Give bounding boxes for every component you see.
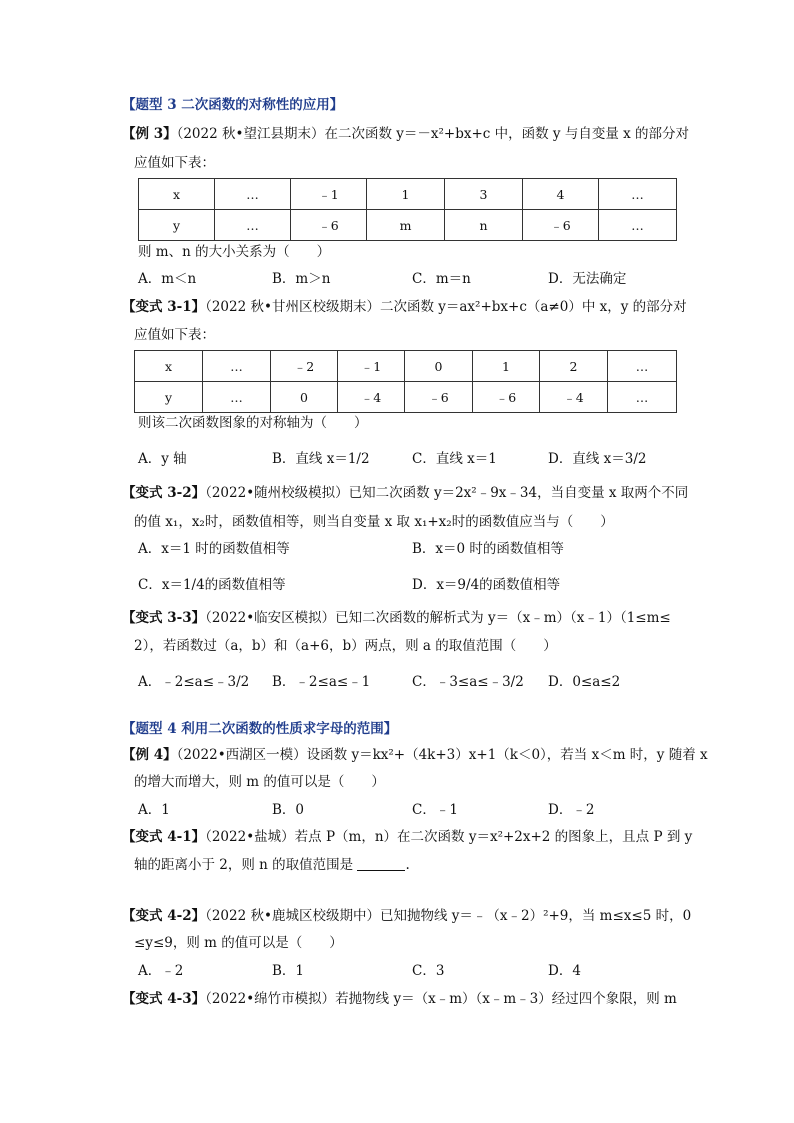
example-4-tag: 【例 4】 (122, 747, 177, 763)
variant-3-2-text1: （2022•随州校级模拟）已知二次函数 y＝2x²﹣9x﹣34，当自变量 x 取两个不同 (205, 485, 689, 501)
option-b: B．﹣2≤a≤﹣1 (272, 674, 371, 690)
option-a: A．﹣2 (138, 963, 184, 979)
table-cell: … (608, 382, 677, 413)
table-cell: m (367, 210, 445, 241)
example-3-line1 (122, 125, 689, 143)
table-cell: y (135, 382, 203, 413)
option-d: D．无法确定 (548, 271, 627, 287)
table-cell: ﹣2 (271, 351, 338, 382)
table-cell: … (203, 351, 271, 382)
table-cell: … (215, 179, 291, 210)
table-cell: x (135, 351, 203, 382)
table-cell: ﹣4 (540, 382, 608, 413)
variant-3-1-value-table (134, 350, 677, 413)
variant-4-1-text2: 轴的距离小于 2，则 n 的取值范围是 (134, 857, 354, 873)
example-3-tag: 【例 3】 (122, 126, 177, 142)
variant-3-3-tag: 【变式 3-3】 (122, 610, 206, 626)
table-cell: … (203, 382, 271, 413)
table-row (139, 179, 677, 210)
variant-4-3-text1: （2022•绵竹市模拟）若抛物线 y＝（x﹣m）（x﹣m﹣3）经过四个象限，则 m (205, 991, 677, 1007)
option-a: A．﹣2≤a≤﹣3/2 (138, 674, 250, 690)
option-b: B．直线 x＝1/2 (272, 451, 370, 467)
variant-3-1-line1 (122, 298, 687, 316)
table-cell: ﹣4 (338, 382, 405, 413)
option-d: D．x＝9/4的函数值相等 (412, 577, 561, 593)
option-d: D．4 (548, 963, 581, 979)
variant-4-1-line2: 轴的距离小于 2，则 n 的取值范围是 . (134, 857, 410, 873)
option-d: D．直线 x＝3/2 (548, 451, 647, 467)
variant-4-1-tag: 【变式 4-1】 (122, 829, 206, 845)
option-b: B．x＝0 时的函数值相等 (412, 541, 564, 557)
example-3-value-table (138, 178, 677, 241)
option-c: C．﹣3≤a≤﹣3/2 (412, 674, 524, 690)
option-b: B．m＞n (272, 271, 331, 287)
example-4-line1 (122, 746, 708, 764)
option-c: C．直线 x＝1 (412, 451, 497, 467)
variant-4-2-line2: ≤y≤9，则 m 的值可以是（ ） (134, 935, 343, 951)
option-d: D．0≤a≤2 (548, 674, 621, 690)
table-cell: n (445, 210, 523, 241)
table-cell: 4 (523, 179, 599, 210)
example-3-text1: （2022 秋•望江县期末）在二次函数 y＝－x²+bx+c 中，函数 y 与自变量 x 的部分对 (176, 126, 690, 142)
table-cell: … (599, 210, 677, 241)
table-cell: x (139, 179, 215, 210)
variant-4-3-tag: 【变式 4-3】 (122, 991, 206, 1007)
option-a: A．m＜n (138, 271, 197, 287)
example-4-text1: （2022•西湖区一模）设函数 y＝kx²+（4k+3）x+1（k＜0），若当 x＜m 时，y 随着 x (176, 747, 708, 763)
variant-3-1-question: 则该二次函数图象的对称轴为（ ） (138, 415, 368, 431)
example-4-line2: 的增大而增大，则 m 的值可以是（ ） (134, 774, 385, 790)
variant-4-2-text1: （2022 秋•鹿城区校级期中）已知抛物线 y＝﹣（x﹣2）²+9，当 m≤x≤5 时，0 (205, 908, 692, 924)
table-cell: ﹣6 (405, 382, 473, 413)
variant-4-1-line1 (122, 828, 692, 846)
option-c: C．m＝n (412, 271, 471, 287)
variant-3-2-tag: 【变式 3-2】 (122, 485, 206, 501)
section-3-title: 【题型 3 二次函数的对称性的应用】 (122, 97, 344, 113)
table-cell: ﹣6 (473, 382, 540, 413)
option-c: C．﹣1 (412, 802, 458, 818)
option-b: B．0 (272, 802, 305, 818)
variant-3-2-line2: 的值 x₁，x₂时，函数值相等，则当自变量 x 取 x₁+x₂时的函数值应当与（ ） (134, 514, 614, 530)
table-cell: 3 (445, 179, 523, 210)
option-a: A．y 轴 (138, 451, 187, 467)
variant-3-1-text1: （2022 秋•甘州区校级期末）二次函数 y＝ax²+bx+c（a≠0）中 x，y 的部分对 (205, 299, 687, 315)
table-cell: ﹣6 (291, 210, 367, 241)
variant-3-2-line1 (122, 484, 688, 502)
table-cell: 0 (405, 351, 473, 382)
variant-4-1-text1: （2022•盐城）若点 P（m，n）在二次函数 y＝x²+2x+2 的图象上，且点 P 到 y (205, 829, 693, 845)
table-row (135, 351, 677, 382)
option-d: D．﹣2 (548, 802, 595, 818)
table-cell: 0 (271, 382, 338, 413)
answer-blank[interactable] (357, 858, 405, 871)
option-a: A．1 (138, 802, 170, 818)
example-3-line2: 应值如下表： (134, 155, 215, 171)
table-cell: 2 (540, 351, 608, 382)
table-cell: 1 (473, 351, 540, 382)
table-cell: … (599, 179, 677, 210)
variant-3-3-text1: （2022•临安区模拟）已知二次函数的解析式为 y＝（x﹣m）（x﹣1）（1≤m≤ (205, 610, 671, 626)
option-c: C．3 (412, 963, 445, 979)
table-cell: y (139, 210, 215, 241)
table-cell: … (215, 210, 291, 241)
table-cell: … (608, 351, 677, 382)
table-cell: 1 (367, 179, 445, 210)
variant-3-1-tag: 【变式 3-1】 (122, 299, 206, 315)
table-cell: ﹣1 (291, 179, 367, 210)
table-cell: ﹣6 (523, 210, 599, 241)
variant-4-2-line1 (122, 907, 691, 925)
section-4-title: 【题型 4 利用二次函数的性质求字母的范围】 (122, 721, 398, 737)
variant-3-1-line2: 应值如下表： (134, 327, 215, 343)
variant-3-3-line2: 2），若函数过（a，b）和（a+6，b）两点，则 a 的取值范围（ ） (134, 638, 557, 654)
table-cell: ﹣1 (338, 351, 405, 382)
variant-3-3-line1 (122, 609, 671, 627)
option-c: C．x＝1/4的函数值相等 (138, 577, 286, 593)
option-b: B．1 (272, 963, 305, 979)
table-row (139, 210, 677, 241)
table-row (135, 382, 677, 413)
variant-4-2-tag: 【变式 4-2】 (122, 908, 206, 924)
example-3-question: 则 m、n 的大小关系为（ ） (138, 244, 331, 260)
option-a: A．x＝1 时的函数值相等 (138, 541, 290, 557)
variant-4-3-line1 (122, 990, 677, 1008)
